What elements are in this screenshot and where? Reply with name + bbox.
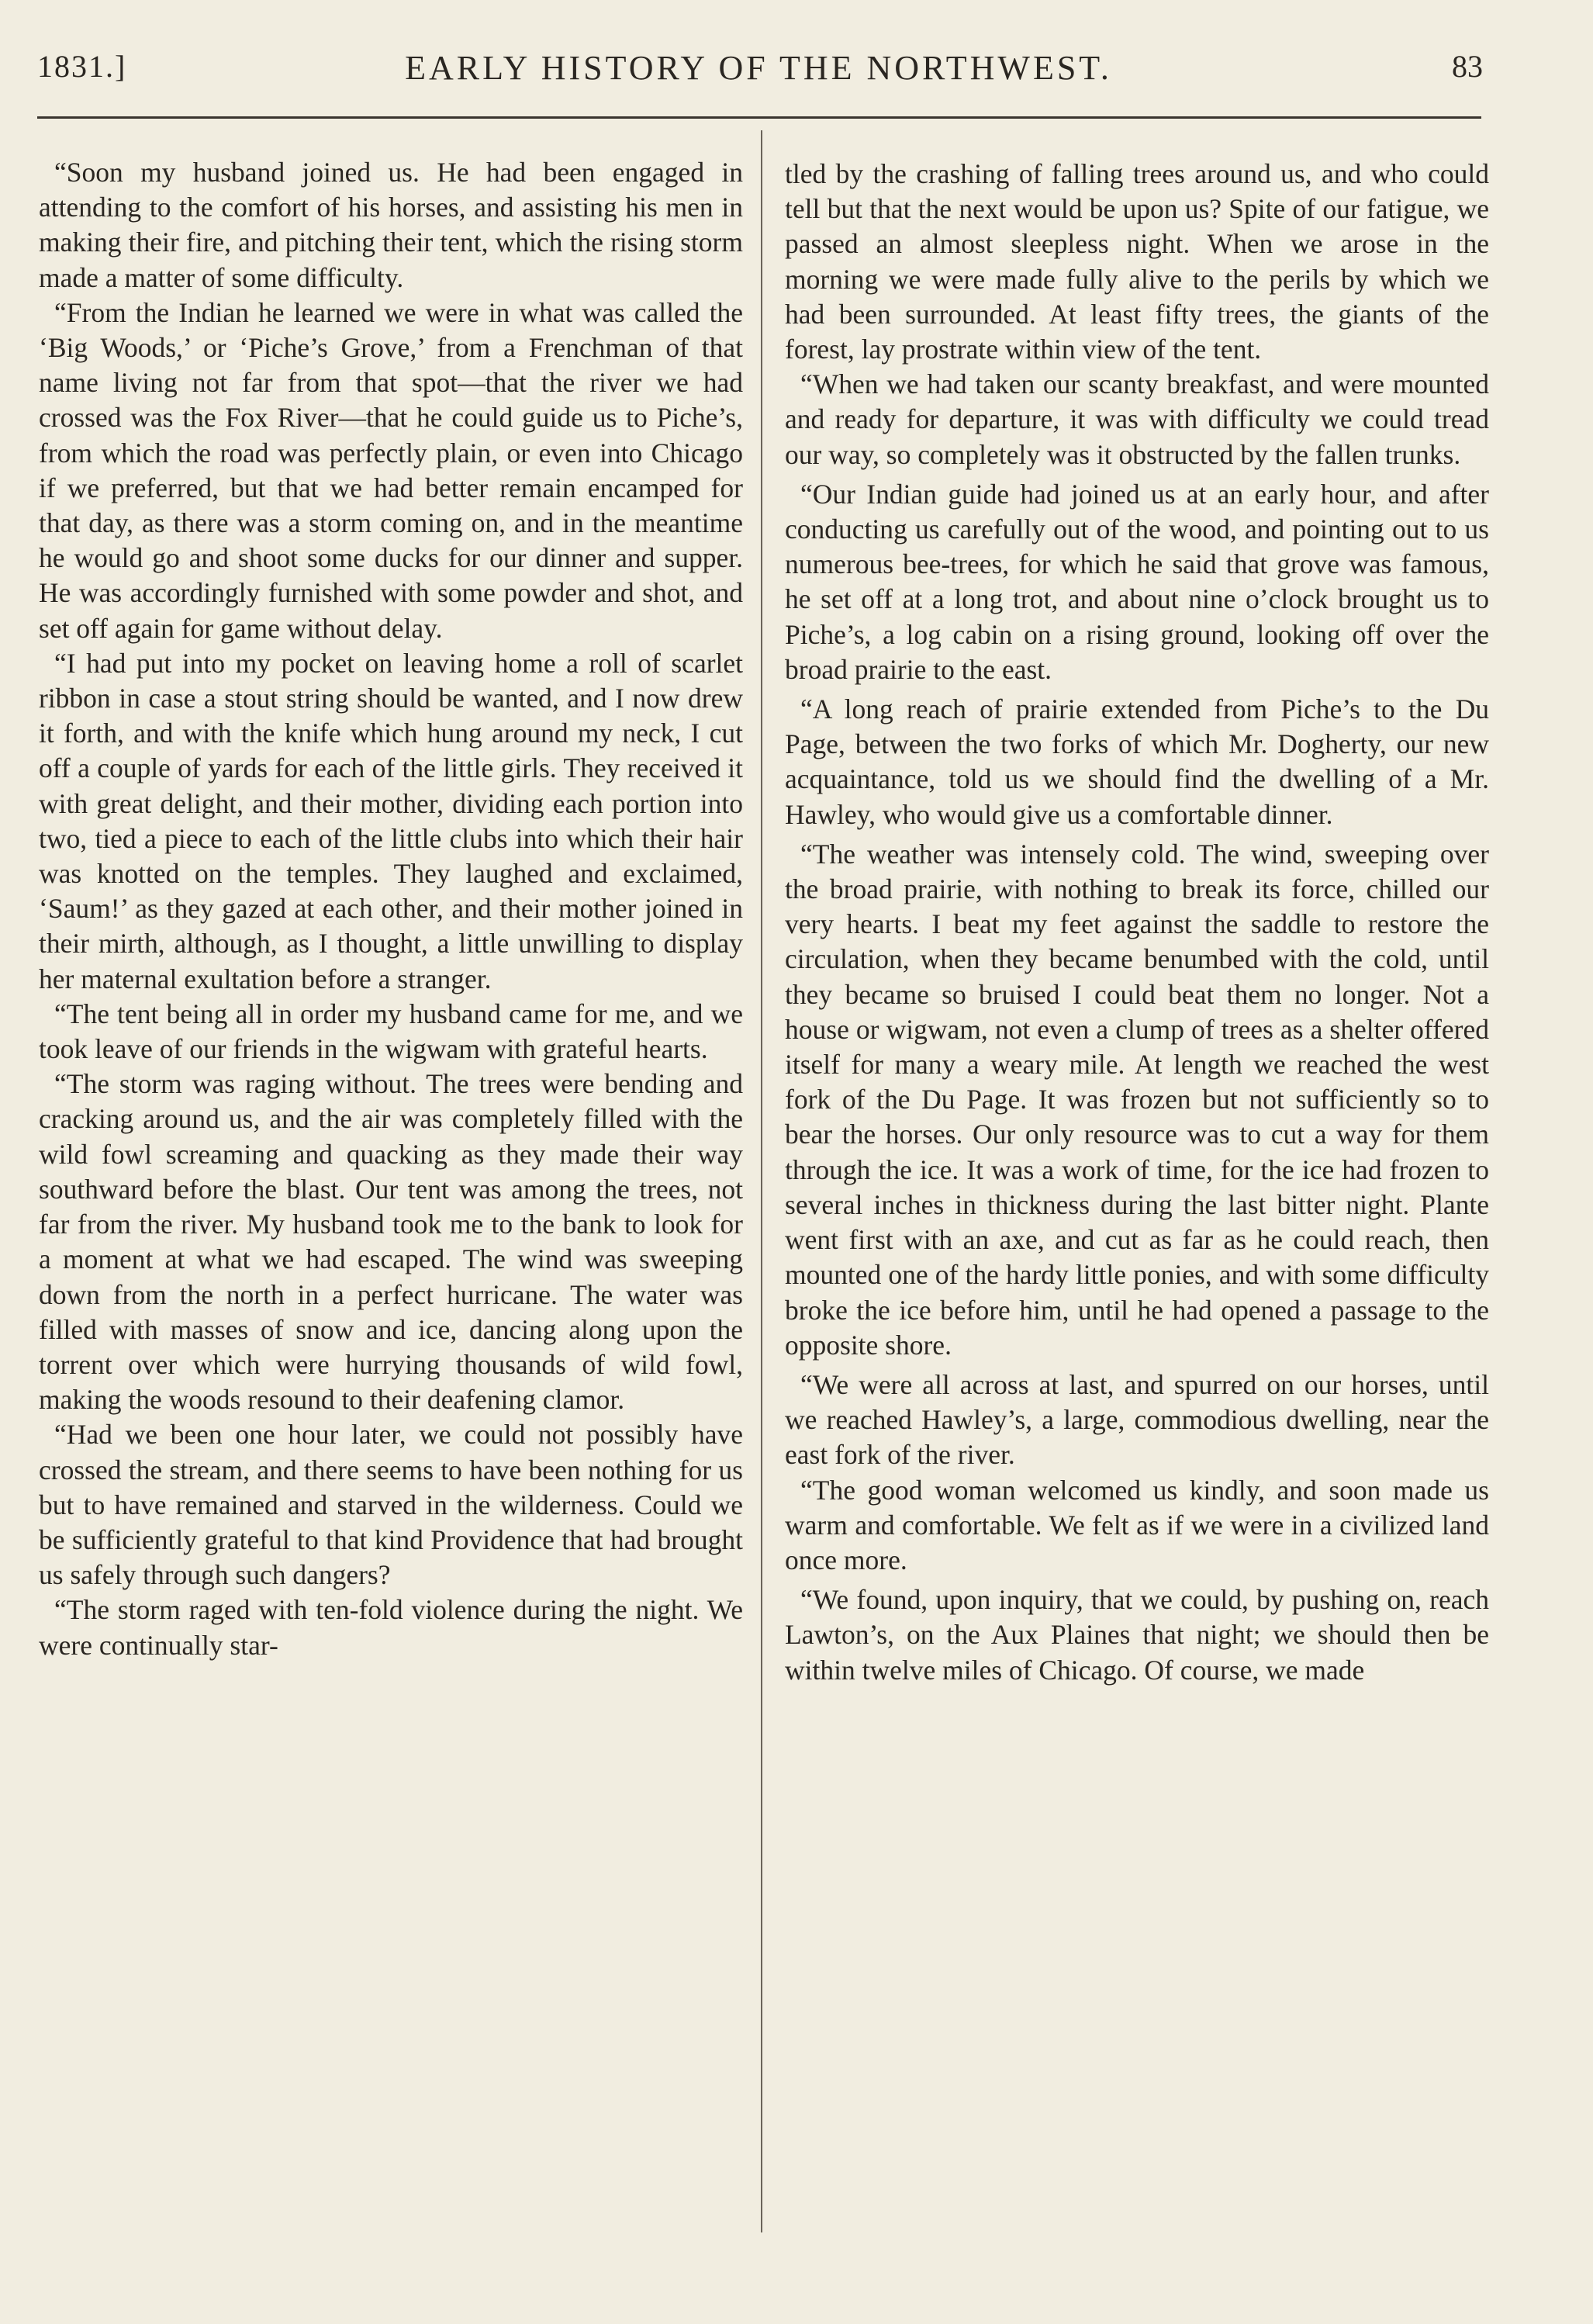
running-head-year: 1831.] [37, 49, 127, 84]
paragraph: “We were all across at last, and spurred on our horses, until we reached Hawley’s, a large, commodious dwelling, near the east fork of the river. [785, 1368, 1489, 1471]
header-rule [37, 116, 1481, 119]
paragraph: “I had put into my pocket on leaving home a roll of scarlet ribbon in case a stout string should be wanted, and I now drew it forth, and with the knife which hung around my neck, I cut off a couple of yards for each of the little girls. They received it with great delight, and their mother, dividing each portion into two, tied a piece to each of the little clubs into which their hair was knotted on the temples. They laughed and exclaimed, ‘Saum!’ as they gazed at each other, and their mother joined in their mirth, although, as I thought, a little unwilling to display her maternal exultation before a stranger. [39, 647, 743, 994]
paragraph: “Our Indian guide had joined us at an early hour, and after conducting us carefully out of the wood, and pointing out to us numerous bee-trees, for which he said that grove was famous, he set off at a long trot, and about nine o’clock brought us to Piche’s, a log cabin on a rising ground, looking off over the broad prairie to the east. [785, 478, 1489, 685]
paragraph: “The storm raged with ten-fold violence during the night. We were continually star- [39, 1594, 743, 1661]
running-head [37, 48, 1483, 95]
paragraph: “Had we been one hour later, we could not possibly have crossed the stream, and there seems to have been nothing for us but to have remained and starved in the wilderness. Could we be sufficiently grateful to that kind Providence that had brought us safely through such dangers? [39, 1419, 743, 1591]
paragraph: “The tent being all in order my husband came for me, and we took leave of our friends in the wigwam with grateful hearts. [39, 998, 743, 1065]
paragraph: “The storm was raging without. The trees were bending and cracking around us, and the air was completely filled with the wild fowl screaming and quacking as they made their way southward before the blast. Our tent was among the trees, not far from the river. My husband took me to the bank to look for a moment at what we had escaped. The wind was sweeping down from the north in a perfect hurricane. The water was filled with masses of snow and ice, dancing along upon the torrent over which were hurrying thousands of wild fowl, making the woods resound to their deafening clamor. [39, 1068, 743, 1416]
running-head-title: EARLY HISTORY OF THE NORTHWEST. [405, 49, 1112, 87]
left-column [39, 155, 743, 1663]
right-column [785, 157, 1489, 1688]
paragraph-continued: tled by the crashing of falling trees around us, and who could tell but that the next would be upon us? Spite of our fatigue, we passed an almost sleepless night. When we arose in the morning we were made fully alive to the perils by which we had been surrounded. At least fifty trees, the giants of the forest, lay prostrate within view of the tent. [785, 158, 1489, 365]
paragraph: “A long reach of prairie extended from Piche’s to the Du Page, between the two forks of which Mr. Dogherty, our new acquaintance, told us we should find the dwelling of a Mr. Hawley, who would give us a comfortable dinner. [785, 693, 1489, 830]
paragraph: “From the Indian he learned we were in what was called the ‘Big Woods,’ or ‘Piche’s Grove,’ from a Frenchman of that name living not far from that spot—that the river we had crossed was the Fox River—that he could guide us to Piche’s, from which the road was perfectly plain, or even into Chicago if we preferred, but that we had better remain encamped for that day, as there was a storm coming on, and in the meantime he would go and shoot some ducks for our dinner and supper. He was accordingly furnished with some powder and shot, and set off again for game without delay. [39, 296, 743, 644]
column-divider [761, 130, 762, 2232]
paragraph: “When we had taken our scanty breakfast, and were mounted and ready for departure, it was with difficulty we could tread our way, so completely was it obstructed by the fallen trunks. [785, 368, 1489, 470]
paragraph: “The good woman welcomed us kindly, and soon made us warm and comfortable. We felt as if we were in a civilized land once more. [785, 1474, 1489, 1575]
paragraph: “Soon my husband joined us. He had been engaged in attending to the comfort of his horses, and assisting his men in making their fire, and pitching their tent, which the rising storm made a matter of some difficulty. [39, 157, 743, 293]
paragraph: “The weather was intensely cold. The wind, sweeping over the broad prairie, with nothing to break its force, chilled our very hearts. I beat my feet against the saddle to restore the circulation, when they became benumbed with the cold, until they became so bruised I could beat them no longer. Not a house or wigwam, not even a clump of trees as a shelter offered itself for many a weary mile. At length we reached the west fork of the Du Page. It was frozen but not sufficiently so to bear the horses. Our only resource was to cut a way for them through the ice. It was a work of time, for the ice had frozen to several inches in thickness during the last bitter night. Plante went first with an axe, and cut as far as he could reach, then mounted one of the hardy little ponies, and with some difficulty broke the ice before him, until he had opened a passage to the opposite shore. [785, 838, 1489, 1361]
page-number: 83 [1452, 49, 1483, 84]
paragraph: “We found, upon inquiry, that we could, by pushing on, reach Lawton’s, on the Aux Plaines that night; we should then be within twelve miles of Chicago. Of course, we made [785, 1584, 1489, 1686]
